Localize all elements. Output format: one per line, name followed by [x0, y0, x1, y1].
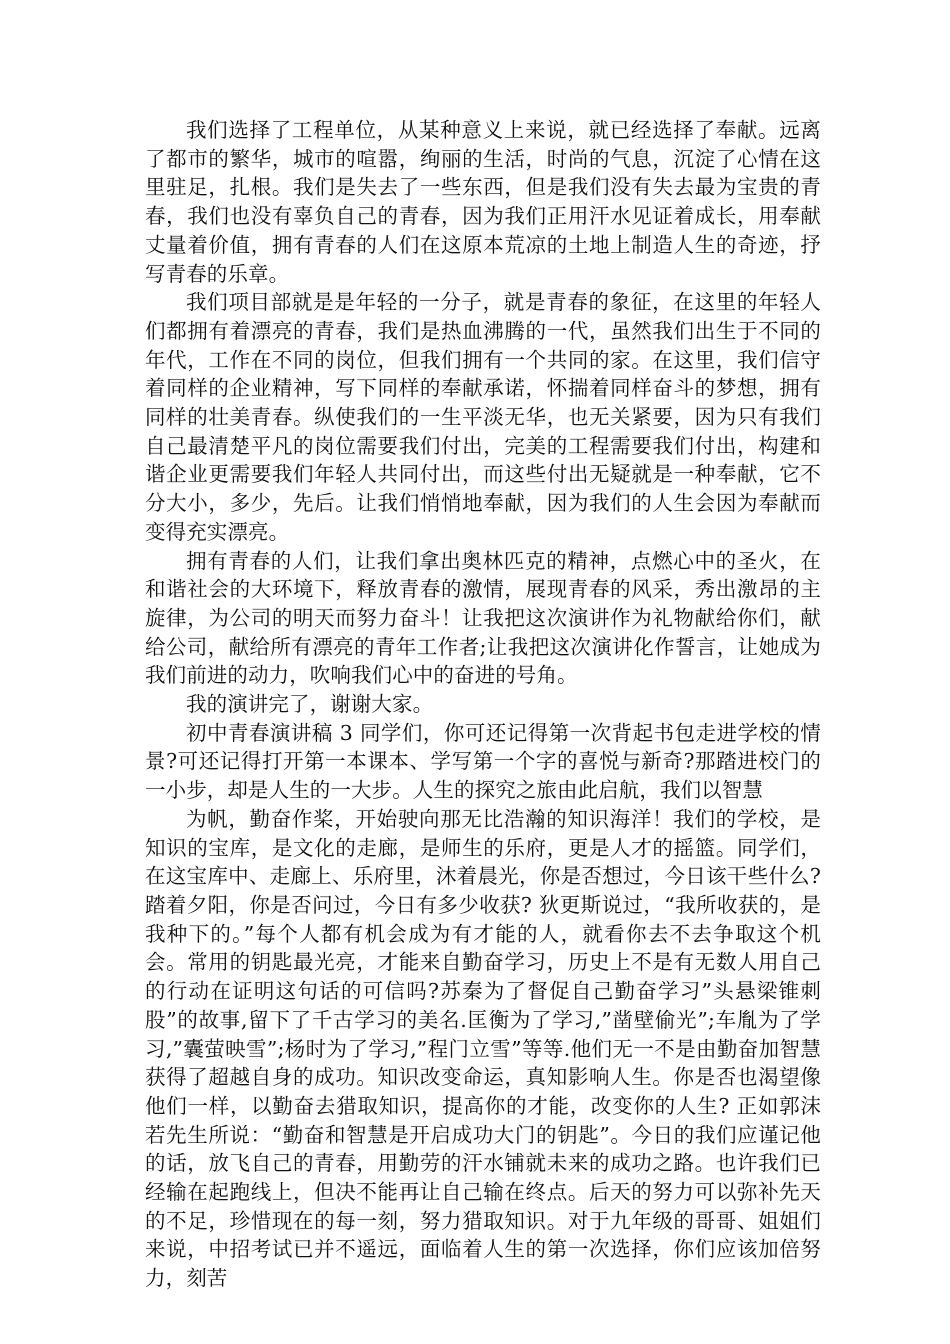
paragraph-speech-3-intro: 初中青春演讲稿 3 同学们，你可还记得第一次背起书包走进学校的情景?可还记得打开第一本课本、学写第一个字的喜悦与新奇?那踏进校门的一小步，却是人生的一大步。人生的探究之旅由此启航，我们以智慧 [145, 720, 821, 803]
paragraph-call-to-action: 拥有青春的人们，让我们拿出奥林匹克的精神，点燃心中的圣火，在和谐社会的大环境下，释放青春的激情，展现青春的风采，秀出激昂的主旋律，为公司的明天而努力奋斗！让我把这次演讲作为礼物献给你们，献给公司，献给所有漂亮的青年工作者;让我把这次演讲化作誓言，让她成为我们前进的动力，吹响我们心中的奋进的号角。 [145, 548, 821, 688]
paragraph-project-team: 我们项目部就是是年轻的一分子，就是青春的象征，在这里的年轻人们都拥有着漂亮的青春，我们是热血沸腾的一代，虽然我们出生于不同的年代，工作在不同的岗位，但我们拥有一个共同的家。在这里，我们信守着同样的企业精神，写下同样的奉献承诺，怀揣着同样奋斗的梦想，拥有同样的壮美青春。纵使我们的一生平淡无华，也无关紧要，因为只有我们自己最清楚平凡的岗位需要我们付出，完美的工程需要我们付出，构建和谐企业更需要我们年轻人共同付出，而这些付出无疑就是一种奉献，它不分大小，多少，先后。让我们悄悄地奉献，因为我们的人生会因为奉献而变得充实漂亮。 [145, 290, 821, 544]
paragraph-dedication: 我们选择了工程单位，从某种意义上来说，就已经选择了奉献。远离了都市的繁华，城市的喧嚣，绚丽的生活，时尚的气息，沉淀了心情在这里驻足，扎根。我们是失去了一些东西，但是我们没有失去最为宝贵的青春，我们也没有辜负自己的青春，因为我们正用汗水见证着成长，用奉献丈量着价值，拥有青春的人们在这原本荒凉的土地上制造人生的奇迹，抒写青春的乐章。 [145, 118, 821, 286]
paragraph-diligence: 为帆，勤奋作桨，开始驶向那无比浩瀚的知识海洋！我们的学校，是知识的宝库，是文化的走廊，是师生的乐府，更是人才的摇篮。同学们，在这宝库中、走廊上、乐府里，沐着晨光，你是否想过，今日该干些什么?踏着夕阳，你是否问过，今日有多少收获? 狄更斯说过，“我所收获的，是我种下的。”每个人都有机会成为有才能的人，就看你去不去争取这个机会。常用的钥匙最光亮，才能来自勤奋学习，历史上不是有无数人用自己的行动在证明这句话的可信吗?苏秦为了督促自己勤奋学习”头悬梁锥刺股”的故事,留下了千古学习的美名.匡衡为了学习,”凿壁偷光”;车胤为了学习,”囊萤映雪”;杨时为了学习,”程门立雪”等等.他们无一不是由勤奋加智慧获得了超越自身的成功。知识改变命运，真知影响人生。你是否也渴望像他们一样，以勤奋去猎取知识，提高你的才能，改变你的人生? 正如郭沫若先生所说：“勤奋和智慧是开启成功大门的钥匙”。今日的我们应谨记他的话，放飞自己的青春，用勤劳的汗水铺就未来的成功之路。也许我们已经输在起跑线上，但决不能再让自己输在终点。后天的努力可以弥补先天的不足，珍惜现在的每一刻，努力猎取知识。对于九年级的哥哥、姐姐们来说，中招考试已并不遥远，面临着人生的第一次选择，你们应该加倍努力，刻苦 [145, 806, 821, 1291]
paragraph-closing: 我的演讲完了，谢谢大家。 [186, 692, 434, 717]
document-body [145, 116, 821, 1293]
